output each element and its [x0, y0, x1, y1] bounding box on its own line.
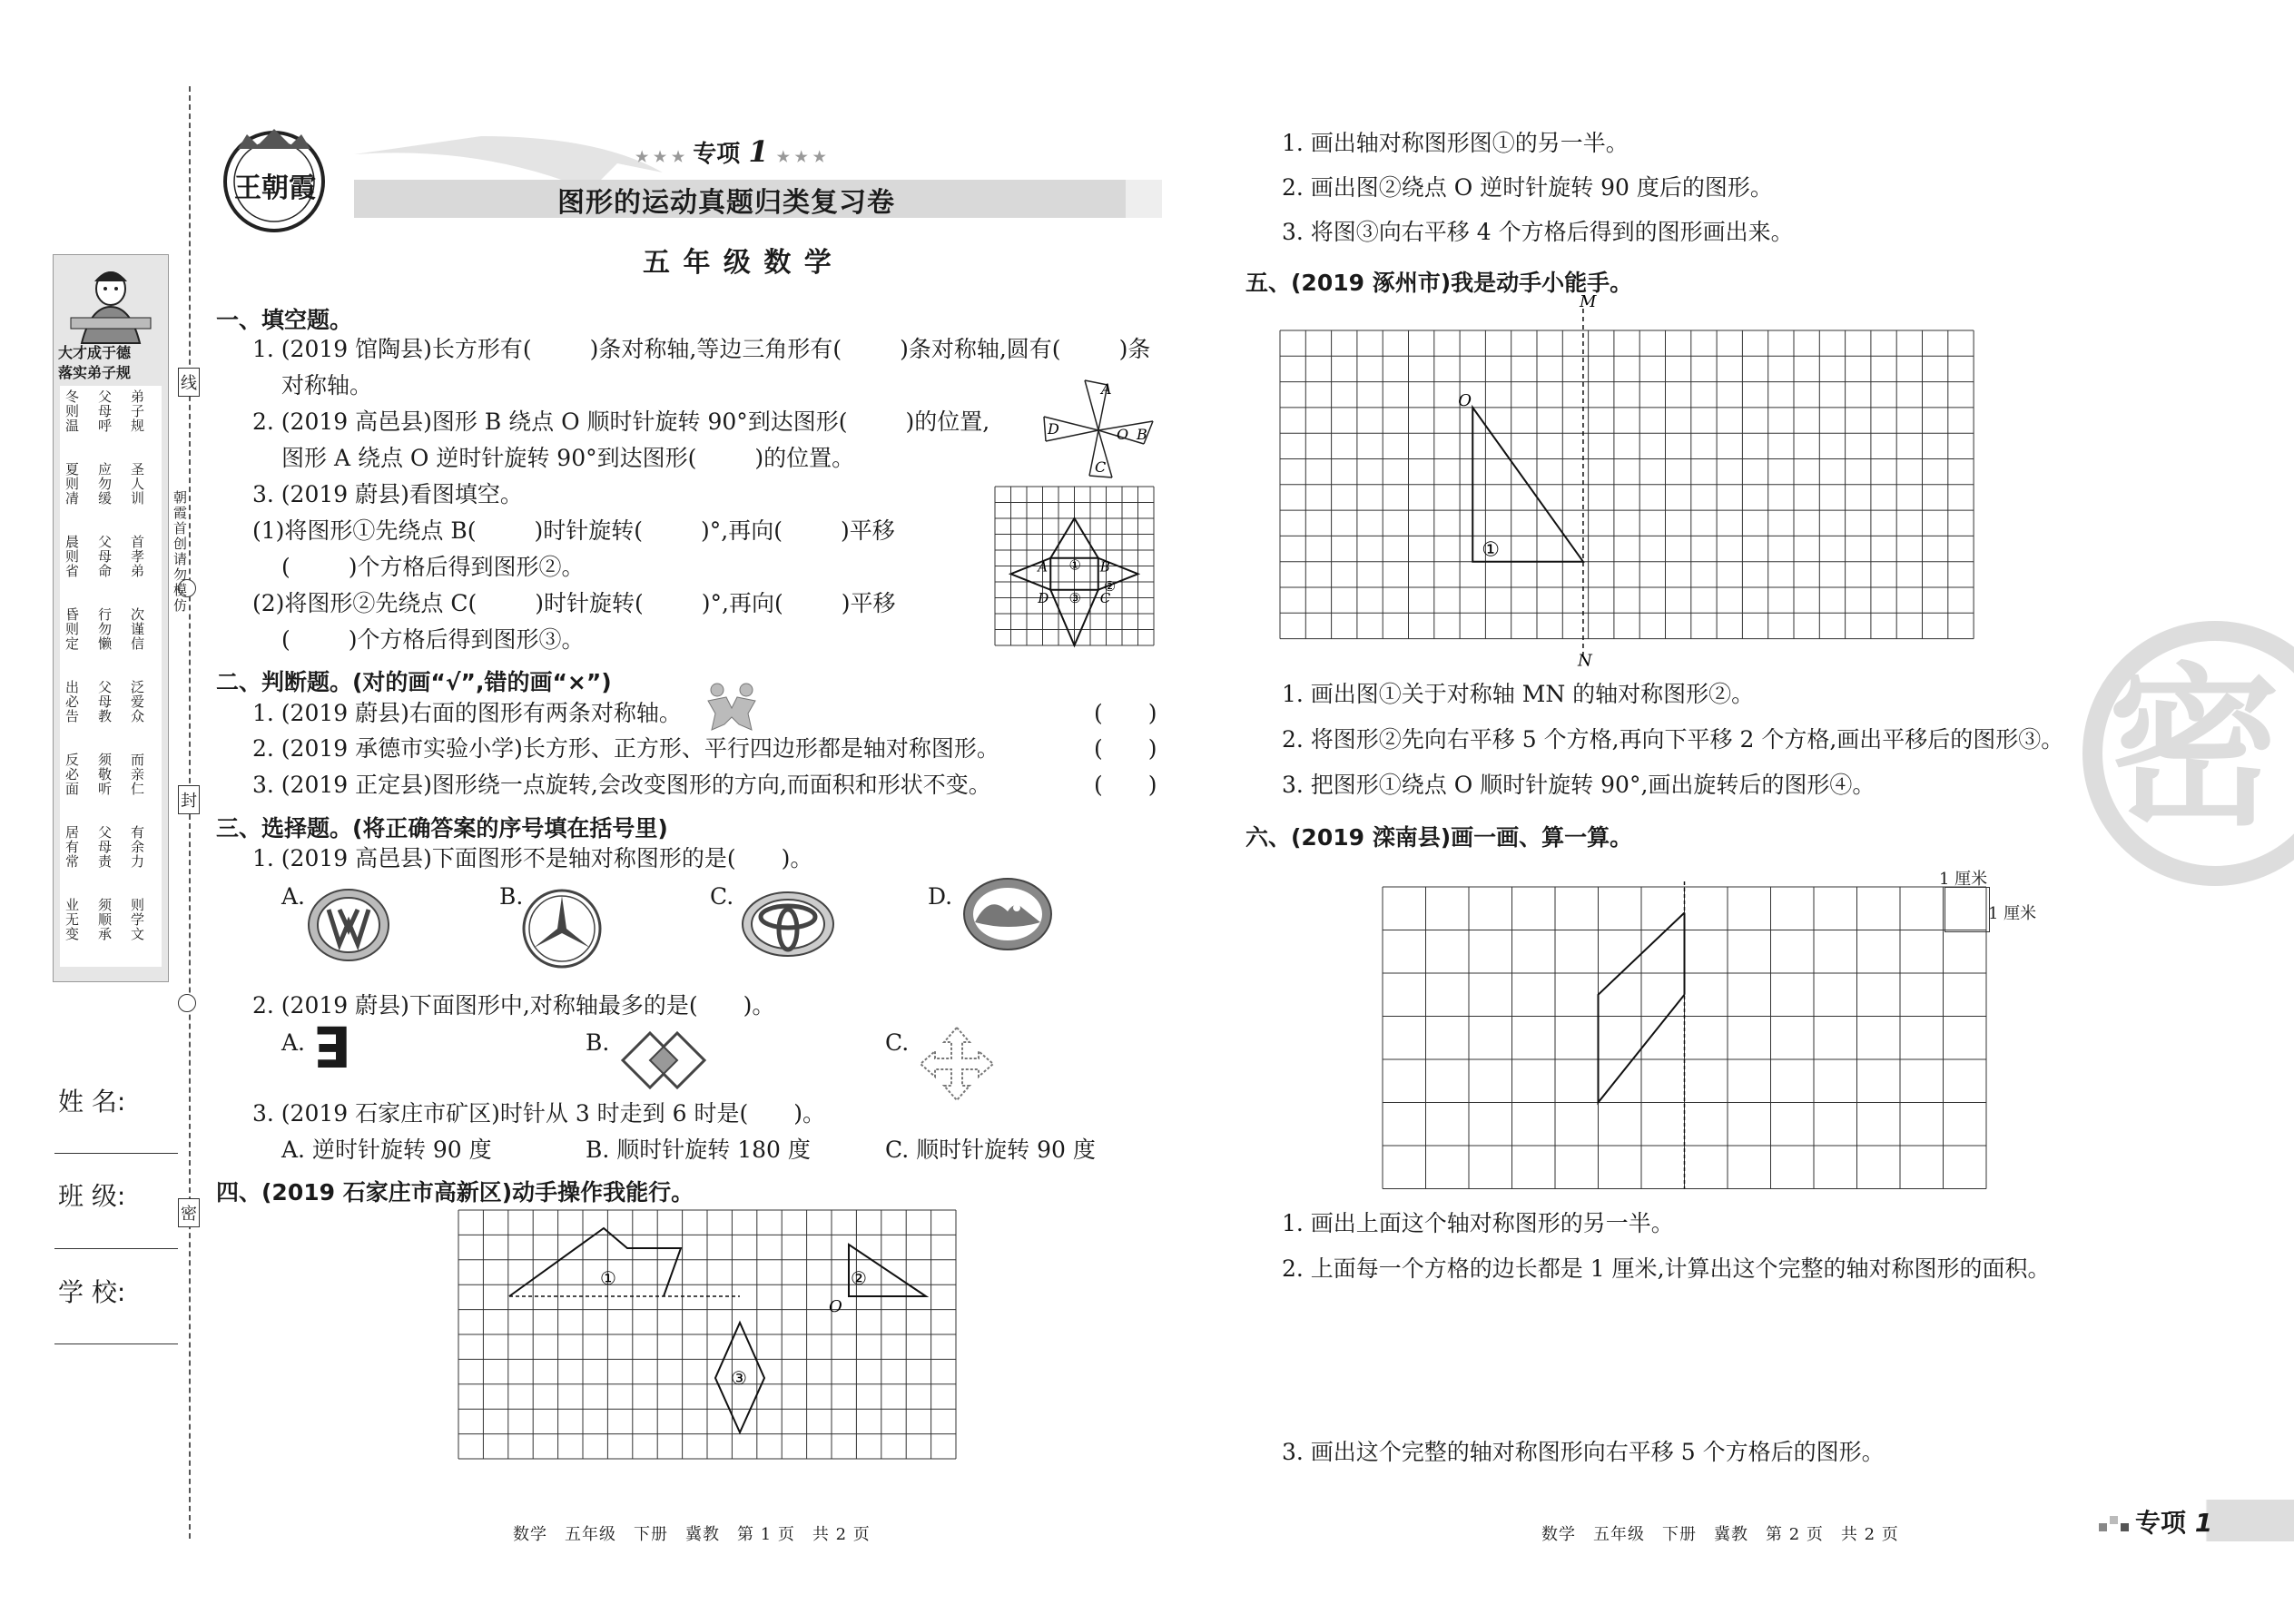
s1-q3-2-cont: ( )个方格后得到图形③。 [281, 626, 585, 653]
axis-label-m: M [1579, 292, 1597, 311]
footer-tab-number: 1 [2194, 1508, 2213, 1538]
poem-phrase: 反必面 [64, 753, 80, 796]
s2-item-1: 1. (2019 蔚县)右面的图形有两条对称轴。 [252, 700, 682, 726]
s3-q1: 1. (2019 高邑县)下面图形不是轴对称图形的是( )。 [252, 845, 813, 871]
s2-item-2-answer[interactable]: ( ) [1094, 735, 1157, 762]
figure-1-label: ① [600, 1267, 616, 1289]
poem-phrase: 须顺承 [96, 898, 113, 941]
diamond-pattern-icon [614, 1024, 714, 1098]
poem-phrase: 行勿懒 [96, 607, 113, 651]
section6-grid [1383, 887, 1987, 1186]
scholar-mascot-icon [64, 261, 158, 345]
s2-item-1-answer[interactable]: ( ) [1094, 700, 1157, 726]
s3-q1-opt-d: D. [928, 883, 953, 910]
poem-phrase: 泛爱众 [129, 680, 145, 723]
mirrored-e-glyph: ꓱ [313, 1015, 352, 1081]
sidebar-motto-bottom: 落实弟子规 [58, 364, 132, 381]
name-label: 姓 名: [58, 1087, 126, 1117]
poem-phrase: 有余力 [129, 825, 145, 869]
s5-item-2: 2. 将图形②先向右平移 5 个方格,再向下平移 2 个方格,画出平移后的图形③。 [1282, 726, 2064, 753]
poem-phrase: 业无变 [64, 898, 80, 941]
sidebar-poem [60, 386, 162, 967]
star-label-a: A [1038, 558, 1049, 576]
section2-heading: 二、判断题。(对的画“√”,错的画“×”) [216, 669, 612, 695]
poem-phrase: 次谨信 [129, 607, 145, 651]
mountain-logo-icon [962, 877, 1053, 951]
name-line [54, 1153, 178, 1154]
s1-q1-cont: 对称轴。 [281, 372, 373, 399]
poem-phrase: 则学文 [129, 898, 145, 941]
s4-item-2: 2. 画出图②绕点 O 逆时针旋转 90 度后的图形。 [1282, 174, 1773, 201]
section5-heading: 五、(2019 涿州市)我是动手小能手。 [1245, 270, 1633, 296]
page-title: 图形的运动真题归类复习卷 [557, 187, 895, 219]
poem-phrase: 应勿缓 [96, 462, 113, 506]
s3-q2-opt-a: A. [281, 1029, 306, 1056]
toyota-logo-icon [740, 890, 836, 959]
footer-left: 数学 五年级 下册 冀教 第 1 页 共 2 页 [513, 1525, 871, 1544]
vw-logo-icon [307, 888, 390, 962]
s1-q2-cont: 图形 A 绕点 O 逆时针旋转 90°到达图形( )的位置。 [281, 445, 855, 471]
mercedes-logo-icon [521, 888, 603, 969]
poem-phrase: 弟子规 [129, 389, 145, 433]
s3-q2: 2. (2019 蔚县)下面图形中,对称轴最多的是( )。 [252, 992, 775, 1019]
footer-tab [2135, 1503, 2212, 1540]
series-label: 专项 [693, 141, 741, 168]
s3-q2-opt-b: B. [586, 1029, 610, 1056]
unit-label-horizontal: 1 厘米 [1939, 870, 1988, 889]
pin-label-o: O [1117, 426, 1129, 443]
s3-q1-opt-a: A. [281, 883, 306, 910]
poem-phrase: 冬则温 [64, 389, 80, 433]
star-label-b: B [1099, 558, 1110, 576]
series-number: 1 [748, 134, 769, 169]
star-label-c: C [1099, 589, 1111, 606]
four-arrow-icon [919, 1026, 995, 1102]
class-label: 班 级: [58, 1181, 126, 1211]
school-line [54, 1343, 178, 1344]
cut-warning-text: 朝霞首创请勿模仿 [172, 490, 188, 614]
poem-phrase: 父母责 [96, 825, 113, 869]
section3-heading: 三、选择题。(将正确答案的序号填在括号里) [216, 815, 668, 842]
s4-item-3: 3. 将图③向右平移 4 个方格后得到的图形画出来。 [1282, 219, 1794, 245]
s1-q3-1: (1)将图形①先绕点 B( )时针旋转( )°,再向( )平移 [252, 517, 895, 544]
poem-phrase: 夏则凊 [64, 462, 80, 506]
s6-item-2: 2. 上面每一个方格的边长都是 1 厘米,计算出这个完整的轴对称图形的面积。 [1282, 1255, 2051, 1282]
page-subtitle: 五 年 级 数 学 [643, 247, 833, 279]
s2-item-3: 3. (2019 正定县)图形绕一点旋转,会改变图形的方向,而面积和形状不变。 [252, 772, 991, 798]
poem-phrase: 父母教 [96, 680, 113, 723]
s1-q3-2: (2)将图形②先绕点 C( )时针旋转( )°,再向( )平移 [252, 590, 896, 616]
s2-item-2: 2. (2019 承德市实验小学)长方形、正方形、平行四边形都是轴对称图形。 [252, 735, 999, 762]
poem-phrase: 出必告 [64, 680, 80, 723]
star-label-3: ③ [1068, 589, 1081, 606]
cut-mark-1: 线 [178, 368, 200, 397]
poem-phrase: 须敬听 [96, 753, 113, 796]
poem-phrase: 昏则定 [64, 607, 80, 651]
pin-label-c: C [1095, 458, 1107, 476]
s6-item-1: 1. 画出上面这个轴对称图形的另一半。 [1282, 1210, 1674, 1236]
figure-5-1-label: ① [1482, 538, 1500, 562]
poem-phrase: 首孝弟 [129, 535, 145, 578]
unit-label-vertical: 1 厘米 [1988, 904, 2037, 923]
footer-tab-label: 专项 [2135, 1508, 2187, 1538]
s3-q1-opt-c: C. [710, 883, 734, 910]
footer-right: 数学 五年级 下册 冀教 第 2 页 共 2 页 [1541, 1525, 1899, 1544]
series-line: ★ ★ ★ 专项 1 ★ ★ ★ [635, 134, 826, 169]
brand-logo-text: 王朝霞 [234, 172, 316, 204]
axis-label-n: N [1577, 651, 1592, 671]
s1-q3: 3. (2019 蔚县)看图填空。 [252, 481, 523, 507]
section5-grid [1280, 292, 1997, 671]
s5-item-1: 1. 画出图①关于对称轴 MN 的轴对称图形②。 [1282, 681, 1755, 707]
dancing-figure-icon [704, 681, 759, 732]
poem-phrase: 圣人训 [129, 462, 145, 506]
star-label-d: D [1038, 589, 1049, 606]
s2-item-3-answer[interactable]: ( ) [1094, 772, 1157, 798]
pin-label-b: B [1137, 426, 1147, 443]
section4-grid [458, 1210, 958, 1460]
s6-item-3: 3. 画出这个完整的轴对称图形向右平移 5 个方格后的图形。 [1282, 1439, 1885, 1465]
cut-mark-3: 密 [178, 1198, 200, 1227]
poem-phrase: 父母命 [96, 535, 113, 578]
star-label-2: ② [1103, 578, 1117, 595]
poem-phrase: 父母呼 [96, 389, 113, 433]
s1-q1: 1. (2019 馆陶县)长方形有( )条对称轴,等边三角形有( )条对称轴,圆有( )条 [252, 336, 1151, 362]
star-label-1: ① [1068, 556, 1081, 574]
pin-label-a: A [1101, 380, 1112, 398]
poem-phrase: 而亲仁 [129, 753, 145, 796]
s3-q3-opt-c: C. 顺时针旋转 90 度 [885, 1137, 1096, 1163]
pin-label-d: D [1048, 420, 1059, 438]
class-line [54, 1248, 178, 1249]
school-label: 学 校: [58, 1277, 126, 1307]
section1-heading: 一、填空题。 [216, 307, 353, 333]
s1-q3-1-cont: ( )个方格后得到图形②。 [281, 554, 585, 580]
figure-2-label: ② [851, 1267, 867, 1289]
poem-phrase: 居有常 [64, 825, 80, 869]
star-grid-figure [995, 487, 1167, 659]
point-o-label: O [829, 1297, 842, 1316]
s5-item-3: 3. 把图形①绕点 O 顺时针旋转 90°,画出旋转后的图形④。 [1282, 772, 1876, 798]
cut-circle-2 [178, 994, 196, 1012]
pinwheel-figure [1035, 376, 1162, 485]
s3-q3-opt-b: B. 顺时针旋转 180 度 [586, 1137, 811, 1163]
s4-item-1: 1. 画出轴对称图形图①的另一半。 [1282, 130, 1629, 156]
s3-q1-opt-b: B. [499, 883, 524, 910]
section4-heading: 四、(2019 石家庄市高新区)动手操作我能行。 [216, 1179, 694, 1206]
s3-q2-opt-c: C. [885, 1029, 910, 1056]
cut-mark-2: 封 [178, 785, 200, 814]
poem-phrase: 晨则省 [64, 535, 80, 578]
s3-q3-opt-a: A. 逆时针旋转 90 度 [281, 1137, 492, 1163]
s1-q2: 2. (2019 高邑县)图形 B 绕点 O 顺时针旋转 90°到达图形( )的位置, [252, 408, 990, 435]
footer-tab-dots [2097, 1509, 2133, 1536]
point-o-label-5: O [1458, 390, 1472, 410]
figure-1-outline [509, 1228, 681, 1296]
s3-q3: 3. (2019 石家庄市矿区)时针从 3 时走到 6 时是( )。 [252, 1100, 825, 1127]
section6-heading: 六、(2019 滦南县)画一画、算一算。 [1245, 824, 1633, 851]
figure-3-label: ③ [731, 1367, 747, 1389]
secret-stamp-char: 密 [2108, 648, 2281, 849]
sidebar-motto-top: 大才成于德 [58, 344, 132, 361]
